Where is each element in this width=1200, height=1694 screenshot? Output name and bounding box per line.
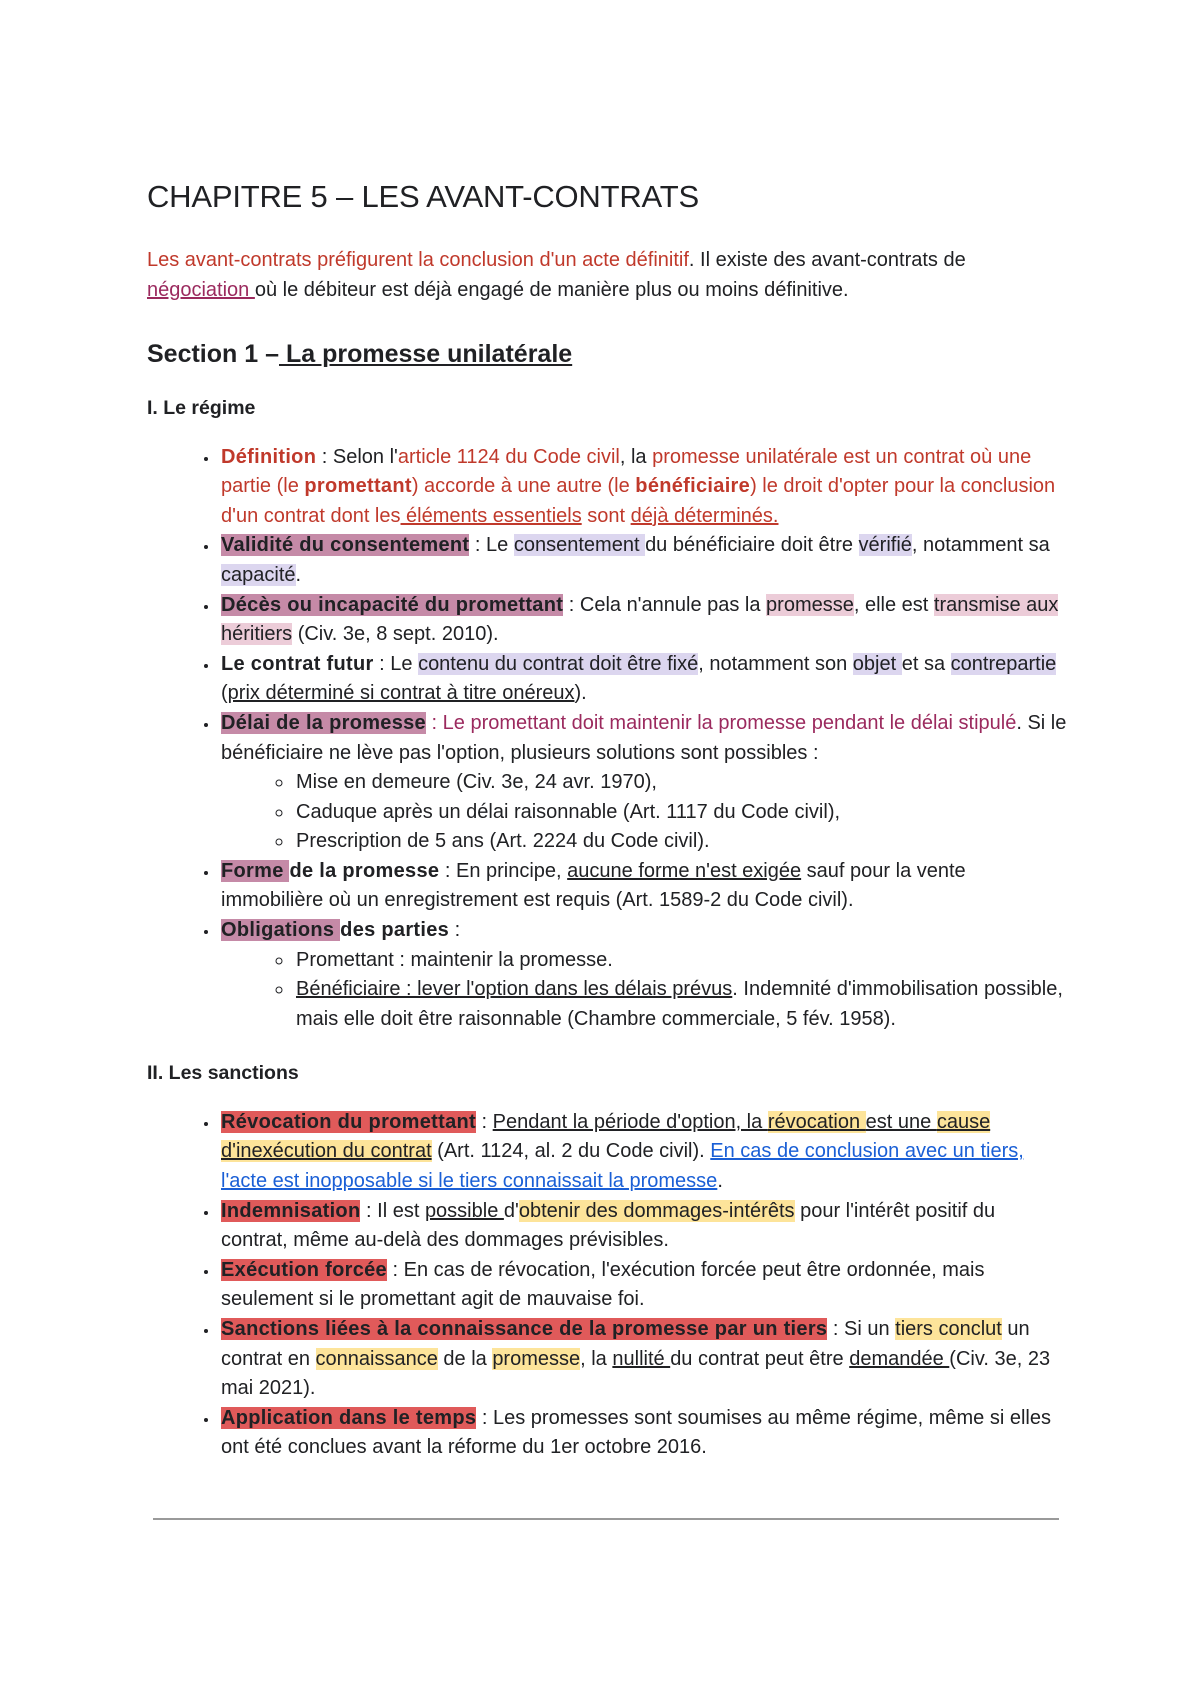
indemnisation-label: Indemnisation: [221, 1199, 361, 1222]
revocation-cause: cause d'inexécution du contrat: [221, 1110, 991, 1163]
horizontal-rule: [153, 1518, 1059, 1520]
sub-item-promettant: ◦ Promettant : maintenir la promesse.: [294, 946, 1067, 976]
futur-text: , notamment son: [698, 652, 853, 675]
definition-determines: déjà déterminés.: [630, 504, 779, 527]
definition-article: article 1124 du Code civil: [397, 445, 620, 468]
futur-contenu: contenu du contrat doit être fixé: [418, 652, 699, 675]
validite-verifie: vérifié: [858, 534, 912, 557]
definition-red-text: ) le droit d'opter pour la conclusion d'un contrat dont les: [221, 475, 1056, 527]
list-item-validite: [219, 531, 1067, 590]
sub-item-prescription: ◦ Prescription de 5 ans (Art. 2224 du Code civil).: [294, 827, 1067, 857]
definition-beneficiaire: bénéficiaire: [635, 475, 751, 498]
chapter-title: CHAPITRE 5 – LES AVANT-CONTRATS: [147, 179, 699, 214]
section-1-title: La promesse unilatérale: [279, 340, 573, 369]
section-1-heading: [147, 339, 1067, 369]
validite-capacite: capacité: [221, 563, 296, 586]
sub-item-caduque: ◦ Caduque après un délai raisonnable (Art. 1117 du Code civil),: [294, 798, 1067, 828]
deces-promesse: promesse: [766, 593, 854, 616]
definition-red-text: sont: [581, 504, 631, 527]
revocation-text: .: [717, 1170, 723, 1193]
connaissance-label: Sanctions liées à la connaissance de la promesse par un tiers: [221, 1318, 828, 1340]
deces-text: , elle est: [853, 593, 934, 616]
revocation-article: (Art. 1124, al. 2 du Code civil).: [431, 1140, 711, 1163]
connaissance-text: de la: [437, 1347, 493, 1370]
list-item-deces: [219, 591, 1067, 650]
sanctions-list: [147, 1108, 1067, 1463]
deces-heritiers: transmise aux héritiers: [221, 593, 1059, 646]
intro-red-text: Les avant-contrats préfigurent la conclusion d'un acte définitif: [147, 249, 689, 272]
validite-label: Validité du consentement: [221, 534, 470, 557]
revocation-label: Révocation du promettant: [221, 1110, 476, 1133]
forme-label-b: de la promesse: [289, 859, 440, 882]
deces-text: : Cela n'annule pas la: [563, 593, 767, 616]
list-item-connaissance: [219, 1315, 1067, 1404]
beneficiaire-lever: Bénéficiaire : lever l'option dans les délais prévus: [296, 978, 733, 1001]
delai-text: . Si le bénéficiaire ne lève pas l'option, plusieurs solutions sont possibles :: [221, 711, 1067, 764]
indemnisation-text: pour l'intérêt positif du contrat, même au-delà des dommages prévisibles.: [221, 1199, 996, 1252]
connaissance-text: du contrat peut être: [670, 1347, 850, 1370]
regime-list: [147, 443, 1067, 1035]
part-1-heading: I. Le régime: [147, 397, 256, 420]
connaissance-nullite: nullité: [612, 1347, 671, 1370]
beneficiaire-text: . Indemnité d'immobilisation possible, mais elle doit être raisonnable (Chambre commerciale, 5 fév. 1958).: [296, 978, 1063, 1030]
futur-prix: prix déterminé si contrat à titre onéreux: [227, 682, 575, 705]
list-item-contrat-futur: [219, 650, 1067, 709]
validite-consentement: consentement: [513, 534, 646, 557]
connaissance-tiers: tiers conclut: [895, 1318, 1002, 1340]
indemnisation-possible: possible: [424, 1199, 504, 1222]
definition-label: Définition: [221, 445, 317, 468]
indemnisation-text: : Il est: [360, 1199, 425, 1222]
list-item-forme: [219, 857, 1067, 916]
forme-label-a: Forme: [221, 859, 290, 882]
deces-text: (Civ. 3e, 8 sept. 2010).: [292, 623, 499, 646]
intro-text-end: où le débiteur est déjà engagé de manière plus ou moins définitive.: [254, 279, 849, 302]
sub-item-beneficiaire: [294, 975, 1067, 1034]
execution-label: Exécution forcée: [221, 1258, 387, 1281]
list-item-delai: [219, 709, 1067, 857]
validite-text: .: [295, 563, 302, 586]
connaissance-text: , la: [580, 1347, 613, 1370]
application-label: Application dans le temps: [221, 1406, 477, 1429]
futur-objet: objet: [852, 652, 902, 675]
execution-text: : En cas de révocation, l'exécution forcée peut être ordonnée, mais seulement si le promettant agit de mauvaise foi.: [221, 1258, 985, 1311]
definition-elements: éléments essentiels: [400, 504, 582, 527]
list-item-application: [219, 1404, 1067, 1463]
deces-label: Décès ou incapacité du promettant: [221, 593, 564, 616]
intro-text: . Il existe des avant-contrats de: [688, 249, 966, 272]
definition-red-text: ) accorde à une autre (le: [411, 475, 636, 498]
revocation-text: :: [476, 1110, 493, 1133]
futur-text: ).: [574, 682, 587, 705]
delai-label: Délai de la promesse: [221, 711, 426, 734]
sub-item-demeure: ◦ Mise en demeure (Civ. 3e, 24 avr. 1970),: [294, 768, 1067, 798]
futur-text: (: [221, 682, 228, 705]
list-item-definition: [219, 443, 1067, 532]
obligations-sublist: [221, 946, 1067, 1035]
revocation-word: révocation: [767, 1110, 866, 1133]
connaissance-text: : Si un: [827, 1318, 896, 1340]
futur-contrepartie: contrepartie: [950, 652, 1057, 675]
list-item-obligations: [219, 916, 1067, 1034]
definition-text: , la: [619, 445, 653, 468]
part-2-heading: II. Les sanctions: [147, 1062, 299, 1085]
obligations-label-a: Obligations: [221, 919, 341, 942]
intro-negociation: négociation: [147, 279, 255, 302]
definition-promettant: promettant: [304, 475, 412, 498]
validite-text: : Le: [469, 534, 514, 557]
forme-text: : En principe,: [439, 859, 568, 882]
futur-label: Le contrat futur: [221, 652, 374, 675]
application-text: : Les promesses sont soumises au même régime, même si elles ont été conclues avant la réforme du 1er octobre 2016.: [221, 1406, 1051, 1459]
futur-text: : Le: [373, 652, 419, 675]
validite-text: du bénéficiaire doit être: [645, 534, 859, 557]
document-page: [147, 178, 1067, 1463]
validite-text: , notamment sa: [911, 534, 1050, 557]
indemnisation-dommages: obtenir des dommages-intérêts: [518, 1199, 795, 1222]
definition-red-text: promesse unilatérale est un contrat où une partie (le: [221, 445, 1032, 498]
definition-text: : Selon l': [316, 445, 398, 468]
revocation-text: est une: [865, 1110, 937, 1133]
indemnisation-text: d': [503, 1199, 519, 1222]
futur-text: et sa: [901, 652, 951, 675]
list-item-indemnisation: [219, 1197, 1067, 1256]
list-item-revocation: [219, 1108, 1067, 1197]
connaissance-text: (Civ. 3e, 23 mai 2021).: [221, 1347, 1051, 1400]
connaissance-text: un contrat en: [221, 1318, 1030, 1370]
connaissance-demandee: demandée: [849, 1347, 950, 1370]
forme-aucune: aucune forme n'est exigée: [567, 859, 802, 882]
obligations-text: :: [449, 919, 461, 942]
list-item-execution: [219, 1256, 1067, 1315]
section-1-prefix: Section 1 –: [147, 340, 279, 369]
revocation-periode: Pendant la période d'option, la: [492, 1110, 768, 1133]
forme-text: sauf pour la vente immobilière où un enregistrement est requis (Art. 1589-2 du Code civil).: [221, 859, 966, 912]
revocation-link[interactable]: En cas de conclusion avec un tiers, l'acte est inopposable si le tiers connaissait la promesse: [221, 1140, 1024, 1193]
connaissance-word: connaissance: [315, 1347, 438, 1370]
obligations-label-b: des parties: [340, 919, 450, 942]
delai-sublist: [221, 768, 1067, 857]
connaissance-promesse: promesse: [492, 1347, 581, 1370]
intro-paragraph: [147, 245, 1067, 305]
delai-plum-text: : Le promettant doit maintenir la promesse pendant le délai stipulé: [425, 711, 1017, 734]
